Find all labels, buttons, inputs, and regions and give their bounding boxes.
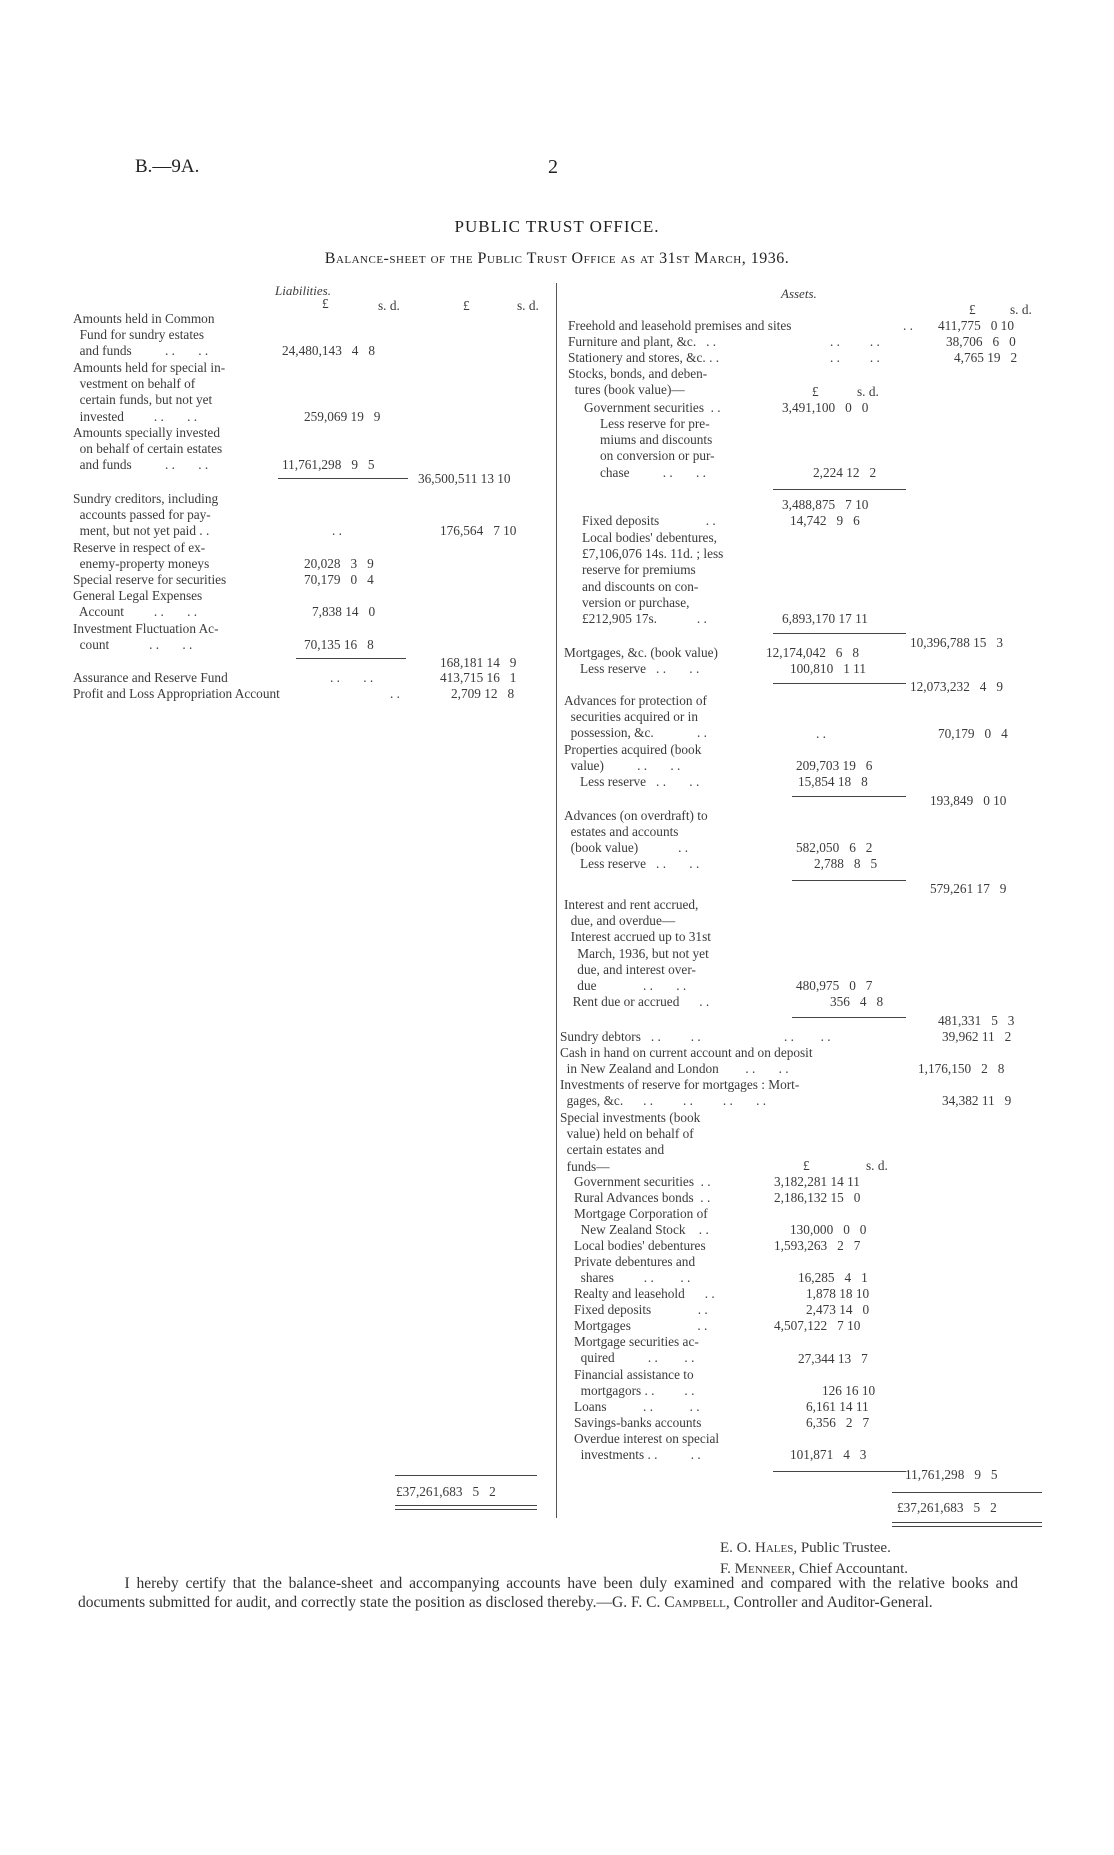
liab-col-sd: s. d. — [378, 298, 400, 313]
asset-stocks-label: Stocks, bonds, and deben- tures (book value)— — [568, 366, 708, 398]
asset-rule-7 — [773, 1471, 906, 1472]
liab-dots-assurance-fund: . . . . — [330, 670, 374, 685]
special-item-mortgages: Mortgages . . — [574, 1318, 708, 1333]
special-item-realty: Realty and leasehold . . — [574, 1286, 715, 1301]
liab-col-sd2: s. d. — [517, 298, 539, 313]
asset-rule-1 — [773, 489, 906, 490]
asset-grand-total-rule-top — [892, 1492, 1042, 1493]
asset-properties-amt: 209,703 19 6 — [796, 758, 873, 773]
asset-interest-total: 481,331 5 3 — [938, 1013, 1015, 1028]
special-item-fixed-deposits: Fixed deposits . . — [574, 1302, 708, 1317]
asset-rule-5 — [792, 880, 906, 881]
special-amt-realty: 1,878 18 10 — [806, 1286, 870, 1301]
assets-col-pound: £ — [969, 302, 976, 317]
liab-rule-1 — [278, 478, 408, 479]
asset-less-reserve-premiums-amt: 2,224 12 2 — [813, 465, 877, 480]
special-item-overdue-interest: Overdue interest on special investments . . . . — [574, 1431, 720, 1463]
asset-furniture-amt: 38,706 6 0 — [946, 334, 1016, 349]
liab-total-reserves: 168,181 14 9 — [440, 655, 517, 670]
liab-col-pound2: £ — [463, 298, 470, 313]
asset-special-col-pound: £ — [803, 1158, 810, 1173]
asset-local-bodies-amt: 6,893,170 17 11 — [782, 611, 868, 626]
asset-cash-amt: 1,176,150 2 8 — [918, 1061, 1005, 1076]
asset-rule-4 — [792, 796, 906, 797]
special-item-gov-securities: Government securities . . — [574, 1174, 711, 1189]
asset-gov-securities: Government securities . . — [584, 400, 721, 415]
asset-inner-col-sd: s. d. — [857, 384, 879, 399]
liab-total-sundry-creditors: 176,564 7 10 — [440, 523, 517, 538]
special-amt-fixed-deposits: 2,473 14 0 — [806, 1302, 870, 1317]
asset-local-bodies: Local bodies' debentures, £7,106,076 14s. 11d. ; less reserve for premiums and discounts on con- version or purchase, £212,905 17s. . . — [582, 530, 724, 627]
special-item-financial-assistance: Financial assistance to mortgagors . . . . — [574, 1367, 695, 1399]
signature-public-trustee: E. O. Hales, Public Trustee. — [720, 1540, 891, 1556]
liab-rule-2 — [296, 658, 406, 659]
asset-overdraft: Advances (on overdraft) to estates and accounts (book value) . . — [564, 808, 708, 856]
liab-item-ex-enemy: Reserve in respect of ex- enemy-property moneys — [73, 540, 210, 572]
special-amt-gov-securities: 3,182,281 14 11 — [774, 1174, 860, 1189]
signature-chief-accountant: F. Menneer, Chief Accountant. — [720, 1561, 909, 1577]
liab-item-legal-expenses: General Legal Expenses Account . . . . — [73, 588, 203, 620]
special-item-local-bodies: Local bodies' debentures — [574, 1238, 706, 1253]
asset-stationery-amt: 4,765 19 2 — [954, 350, 1018, 365]
asset-advances-dots: . . — [816, 726, 826, 741]
asset-cash: Cash in hand on current account and on deposit in New Zealand and London . . . . — [560, 1045, 813, 1077]
special-amt-overdue-interest: 101,871 4 3 — [790, 1447, 867, 1462]
liab-amt-ex-enemy: 20,028 3 9 — [304, 556, 374, 571]
asset-freehold: Freehold and leasehold premises and sites — [568, 318, 792, 333]
special-item-savings-banks: Savings-banks accounts — [574, 1415, 702, 1430]
asset-grand-total-rule-1 — [892, 1522, 1042, 1523]
audit-certificate: I hereby certify that the balance-sheet and accompanying accounts have been duly examined and compared with the relative books and documents submitted for audit, and correctly state the position as disclosed thereby.—G. F. C. Campbell, Controller and Auditor-General. — [78, 1575, 1018, 1611]
special-item-private-debentures: Private debentures and shares . . . . — [574, 1254, 696, 1286]
special-item-mortgage-corporation: Mortgage Corporation of New Zealand Stock . . — [574, 1206, 709, 1238]
liab-item-assurance-fund: Assurance and Reserve Fund — [73, 670, 228, 685]
asset-rent: Rent due or accrued . . — [566, 994, 710, 1009]
asset-fixed-deposits-amt: 14,742 9 6 — [790, 513, 860, 528]
liab-amt-common-fund: 24,480,143 4 8 — [282, 343, 376, 358]
liab-grand-total-rule-2 — [395, 1509, 537, 1510]
special-amt-savings-banks: 6,356 2 7 — [806, 1415, 870, 1430]
asset-less-reserve-premiums: Less reserve for pre- miums and discounts on conversion or pur- chase . . . . — [600, 416, 715, 480]
liab-col-pound: £ — [322, 296, 329, 311]
asset-properties-less-amt: 15,854 18 8 — [798, 774, 868, 789]
asset-special-investments: Special investments (book value) held on behalf of certain estates and funds— — [560, 1110, 701, 1174]
liab-item-special-reserve: Special reserve for securities — [73, 572, 227, 587]
asset-overdraft-amt: 582,050 6 2 — [796, 840, 873, 855]
liab-amt-investment-fluctuation: 70,135 16 8 — [304, 637, 374, 652]
special-amt-loans: 6,161 14 11 — [806, 1399, 869, 1414]
liab-item-sundry-creditors: Sundry creditors, including accounts passed for pay- ment, but not yet paid . . — [73, 491, 219, 539]
asset-sundry-debtors-dots: . . . . — [784, 1029, 831, 1044]
asset-overdraft-total: 579,261 17 9 — [930, 881, 1007, 896]
asset-grand-total: £37,261,683 5 2 — [897, 1500, 997, 1515]
special-item-loans: Loans . . . . — [574, 1399, 700, 1414]
asset-overdraft-less: Less reserve . . . . — [580, 856, 700, 871]
liab-item-specially-invested: Amounts specially invested on behalf of certain estates and funds . . . . — [73, 425, 223, 473]
asset-furniture-dots: . . . . — [830, 334, 880, 349]
asset-advances-protection: Advances for protection of securities acquired or in possession, &c. . . — [564, 693, 707, 741]
liab-dots-sundry-creditors: . . — [332, 523, 342, 538]
asset-mortgages-less: Less reserve . . . . — [580, 661, 700, 676]
asset-mortgages-less-amt: 100,810 1 11 — [790, 661, 866, 676]
asset-stocks-total: 10,396,788 15 3 — [910, 635, 1004, 650]
special-amt-local-bodies: 1,593,263 2 7 — [774, 1238, 861, 1253]
asset-investments-reserve-amt: 34,382 11 9 — [942, 1093, 1012, 1108]
liab-grand-total-rule-top — [395, 1475, 537, 1476]
special-amt-mortgage-securities: 27,344 13 7 — [798, 1351, 868, 1366]
asset-special-total: 11,761,298 9 5 — [905, 1467, 998, 1482]
liab-dots-profit-loss: . . — [390, 686, 400, 701]
special-item-rural-advances: Rural Advances bonds . . — [574, 1190, 711, 1205]
special-amt-rural-advances: 2,186,132 15 0 — [774, 1190, 861, 1205]
liab-amt-legal-expenses: 7,838 14 0 — [312, 604, 376, 619]
document-reference: B.—9A. — [135, 156, 200, 177]
asset-interest-amt: 480,975 0 7 — [796, 978, 873, 993]
special-amt-mortgage-corporation: 130,000 0 0 — [790, 1222, 867, 1237]
auditor-name: G. F. C. Campbell — [612, 1593, 726, 1611]
asset-stationery: Stationery and stores, &c. . . — [568, 350, 720, 365]
asset-rent-amt: 356 4 8 — [830, 994, 884, 1009]
liabilities-heading: Liabilities. — [275, 283, 331, 298]
assets-heading: Assets. — [781, 286, 817, 301]
asset-grand-total-rule-2 — [892, 1526, 1042, 1527]
liab-amt-special-investment: 259,069 19 9 — [304, 409, 381, 424]
page-number: 2 — [548, 156, 558, 178]
asset-mortgages: Mortgages, &c. (book value) — [564, 645, 718, 660]
special-item-mortgage-securities: Mortgage securities ac- quired . . . . — [574, 1334, 699, 1366]
asset-gov-net: 3,488,875 7 10 — [782, 497, 869, 512]
column-divider — [556, 283, 557, 1518]
liab-item-profit-loss: Profit and Loss Appropriation Account — [73, 686, 280, 701]
liab-item-investment-fluctuation: Investment Fluctuation Ac- count . . . . — [73, 621, 219, 653]
asset-properties-total: 193,849 0 10 — [930, 793, 1007, 808]
asset-gov-securities-amt: 3,491,100 0 0 — [782, 400, 869, 415]
asset-properties: Properties acquired (book value) . . . . — [564, 742, 702, 774]
asset-stationery-dots: . . . . — [830, 350, 880, 365]
liab-item-special-investment: Amounts held for special in- vestment on behalf of certain funds, but not yet invested . . . . — [73, 360, 226, 424]
liab-amt-special-reserve: 70,179 0 4 — [304, 572, 374, 587]
liab-item-common-fund: Amounts held in Common Fund for sundry estates and funds . . . . — [73, 311, 215, 359]
liab-total-amounts-held: 36,500,511 13 10 — [418, 471, 511, 486]
asset-interest: Interest and rent accrued, due, and overdue— Interest accrued up to 31st March, 1936, but not yet due, and interest over- due . . . . — [564, 897, 711, 994]
asset-sundry-debtors-amt: 39,962 11 2 — [942, 1029, 1012, 1044]
page-title: PUBLIC TRUST OFFICE. — [454, 217, 660, 236]
asset-freehold-amt: 411,775 0 10 — [938, 318, 1014, 333]
special-amt-mortgages: 4,507,122 7 10 — [774, 1318, 861, 1333]
liab-grand-total-rule-1 — [395, 1505, 537, 1506]
liab-total-assurance-fund: 413,715 16 1 — [440, 670, 517, 685]
asset-overdraft-less-amt: 2,788 8 5 — [814, 856, 878, 871]
special-amt-private-debentures: 16,285 4 1 — [798, 1270, 868, 1285]
asset-freehold-dots: . . — [903, 318, 913, 333]
asset-furniture: Furniture and plant, &c. . . — [568, 334, 717, 349]
liab-amt-specially-invested: 11,761,298 9 5 — [282, 457, 375, 472]
asset-mortgages-total: 12,073,232 4 9 — [910, 679, 1004, 694]
asset-rule-6 — [792, 1017, 906, 1018]
liab-grand-total: £37,261,683 5 2 — [396, 1484, 496, 1499]
asset-investments-reserve: Investments of reserve for mortgages : Mort- gages, &c. . . . . . . . . — [560, 1077, 800, 1109]
assets-col-sd: s. d. — [1010, 302, 1032, 317]
asset-fixed-deposits: Fixed deposits . . — [582, 513, 716, 528]
asset-mortgages-amt: 12,174,042 6 8 — [766, 645, 860, 660]
page-subtitle: Balance-sheet of the Public Trust Office as at 31st March, 1936. — [324, 250, 790, 267]
special-amt-financial-assistance: 126 16 10 — [822, 1383, 876, 1398]
asset-inner-col-pound: £ — [812, 384, 819, 399]
asset-rule-2 — [773, 633, 906, 634]
asset-advances-total: 70,179 0 4 — [938, 726, 1008, 741]
asset-properties-less: Less reserve . . . . — [580, 774, 700, 789]
asset-sundry-debtors: Sundry debtors . . . . — [560, 1029, 701, 1044]
asset-special-col-sd: s. d. — [866, 1158, 888, 1173]
asset-rule-3 — [773, 683, 906, 684]
liab-total-profit-loss: 2,709 12 8 — [451, 686, 515, 701]
